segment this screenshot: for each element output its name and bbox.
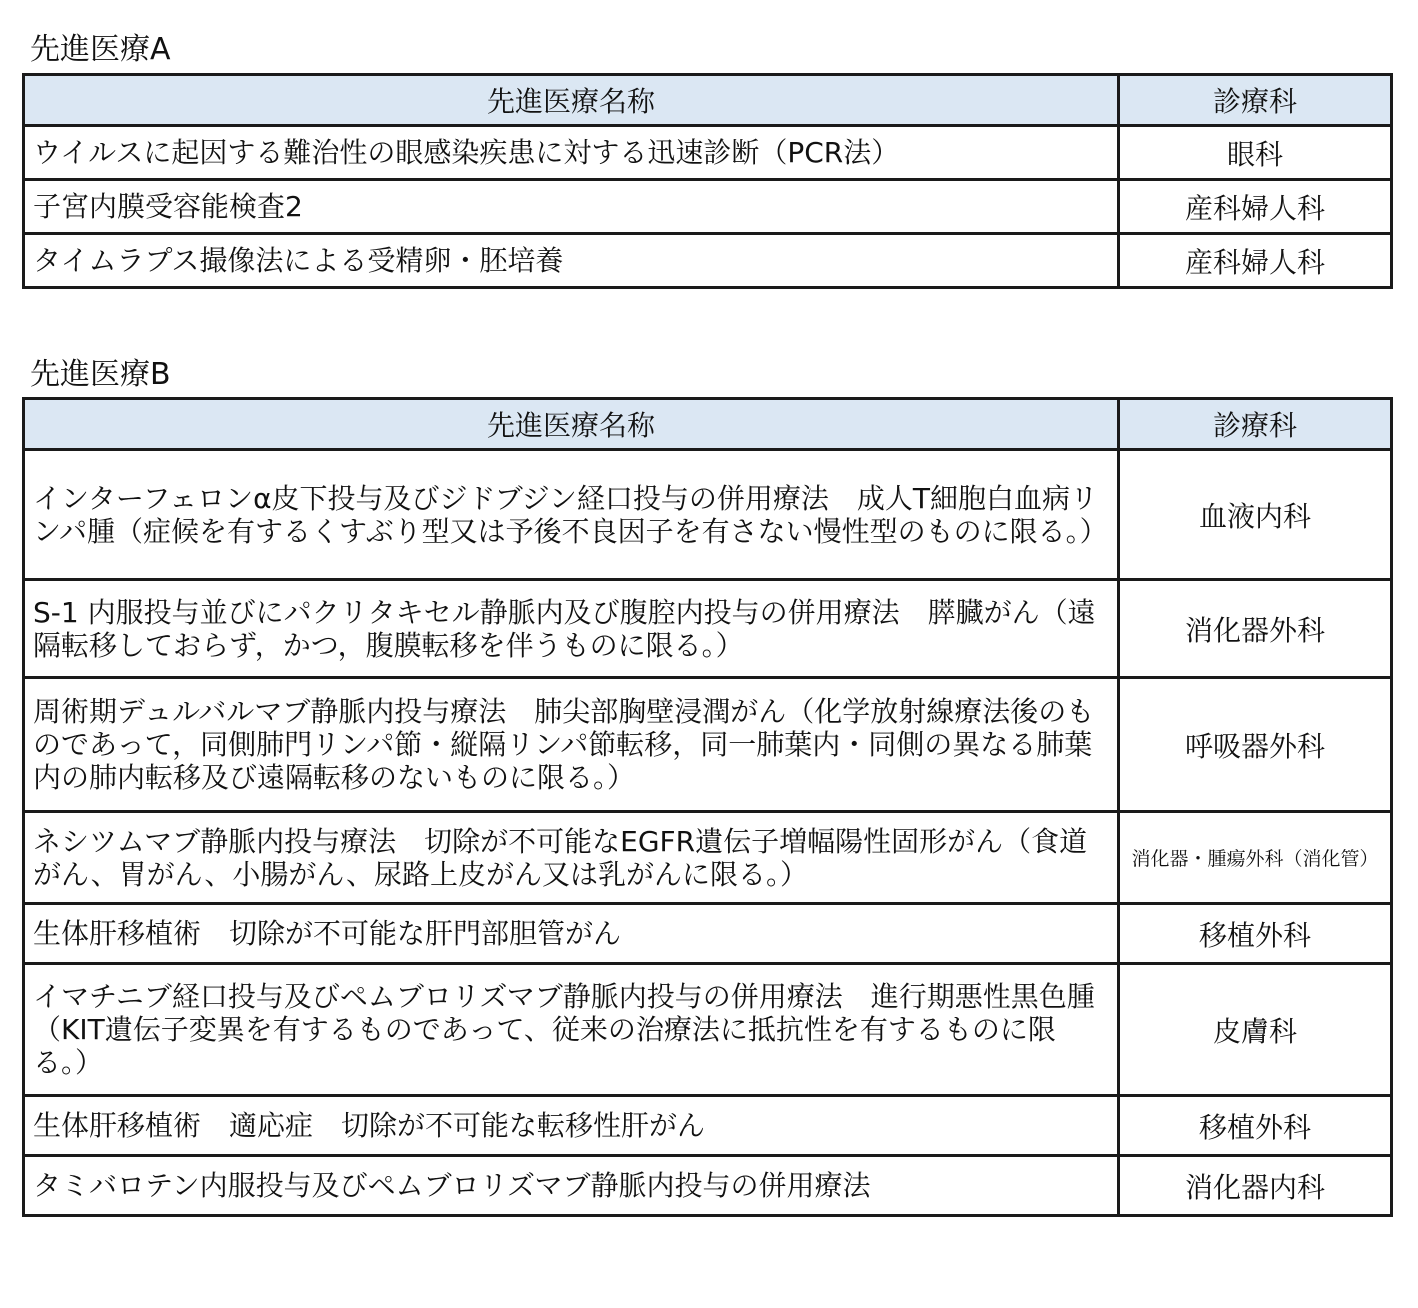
cell-name: インターフェロンα皮下投与及びジドブジン経口投与の併用療法 成人T細胞白血病リンパ腫（症候を有するくすぶり型又は予後不良因子を有さない慢性型のものに限る。） (24, 450, 1119, 580)
header-department: 診療科 (1119, 75, 1392, 126)
cell-department: 消化器・腫瘍外科（消化管） (1119, 812, 1392, 904)
section-a-title: 先進医療A (30, 32, 171, 67)
cell-name: ウイルスに起因する難治性の眼感染疾患に対する迅速診断（PCR法） (24, 126, 1119, 180)
cell-department: 移植外科 (1119, 1096, 1392, 1156)
cell-department: 産科婦人科 (1119, 180, 1392, 234)
table-row (24, 812, 1392, 904)
advanced-medical-b-table (22, 397, 1393, 1217)
cell-name: イマチニブ経口投与及びペムブロリズマブ静脈内投与の併用療法 進行期悪性黒色腫（KIT遺伝子変異を有するものであって、従来の治療法に抵抗性を有するものに限る。） (24, 964, 1119, 1096)
table-row (24, 678, 1392, 812)
table-row (24, 580, 1392, 678)
table-header-row (24, 75, 1392, 126)
table-row (24, 126, 1392, 180)
cell-name: S-1 内服投与並びにパクリタキセル静脈内及び腹腔内投与の併用療法 膵臓がん（遠隔転移しておらず，かつ，腹膜転移を伴うものに限る。） (24, 580, 1119, 678)
cell-name: タイムラプス撮像法による受精卵・胚培養 (24, 234, 1119, 288)
cell-name: 周術期デュルバルマブ静脈内投与療法 肺尖部胸壁浸潤がん（化学放射線療法後のものであって，同側肺門リンパ節・縦隔リンパ節転移，同一肺葉内・同側の異なる肺葉内の肺内転移及び遠隔転移のないものに限る。） (24, 678, 1119, 812)
table-row (24, 450, 1392, 580)
cell-name: タミバロテン内服投与及びペムブロリズマブ静脈内投与の併用療法 (24, 1156, 1119, 1216)
cell-department: 皮膚科 (1119, 964, 1392, 1096)
cell-name: 生体肝移植術 適応症 切除が不可能な転移性肝がん (24, 1096, 1119, 1156)
section-b-title: 先進医療B (30, 357, 171, 392)
table-row (24, 904, 1392, 964)
cell-department: 消化器内科 (1119, 1156, 1392, 1216)
cell-department: 移植外科 (1119, 904, 1392, 964)
table-row (24, 1156, 1392, 1216)
advanced-medical-a-table (22, 73, 1393, 289)
table-row (24, 180, 1392, 234)
cell-department: 眼科 (1119, 126, 1392, 180)
cell-department: 血液内科 (1119, 450, 1392, 580)
cell-name: 生体肝移植術 切除が不可能な肝門部胆管がん (24, 904, 1119, 964)
cell-department: 呼吸器外科 (1119, 678, 1392, 812)
cell-department: 消化器外科 (1119, 580, 1392, 678)
table-header-row (24, 399, 1392, 450)
cell-name: 子宮内膜受容能検査2 (24, 180, 1119, 234)
cell-department: 産科婦人科 (1119, 234, 1392, 288)
header-name: 先進医療名称 (24, 75, 1119, 126)
cell-name: ネシツムマブ静脈内投与療法 切除が不可能なEGFR遺伝子増幅陽性固形がん（食道がん、胃がん、小腸がん、尿路上皮がん又は乳がんに限る。） (24, 812, 1119, 904)
table-row (24, 1096, 1392, 1156)
table-row (24, 964, 1392, 1096)
header-department: 診療科 (1119, 399, 1392, 450)
header-name: 先進医療名称 (24, 399, 1119, 450)
table-row (24, 234, 1392, 288)
